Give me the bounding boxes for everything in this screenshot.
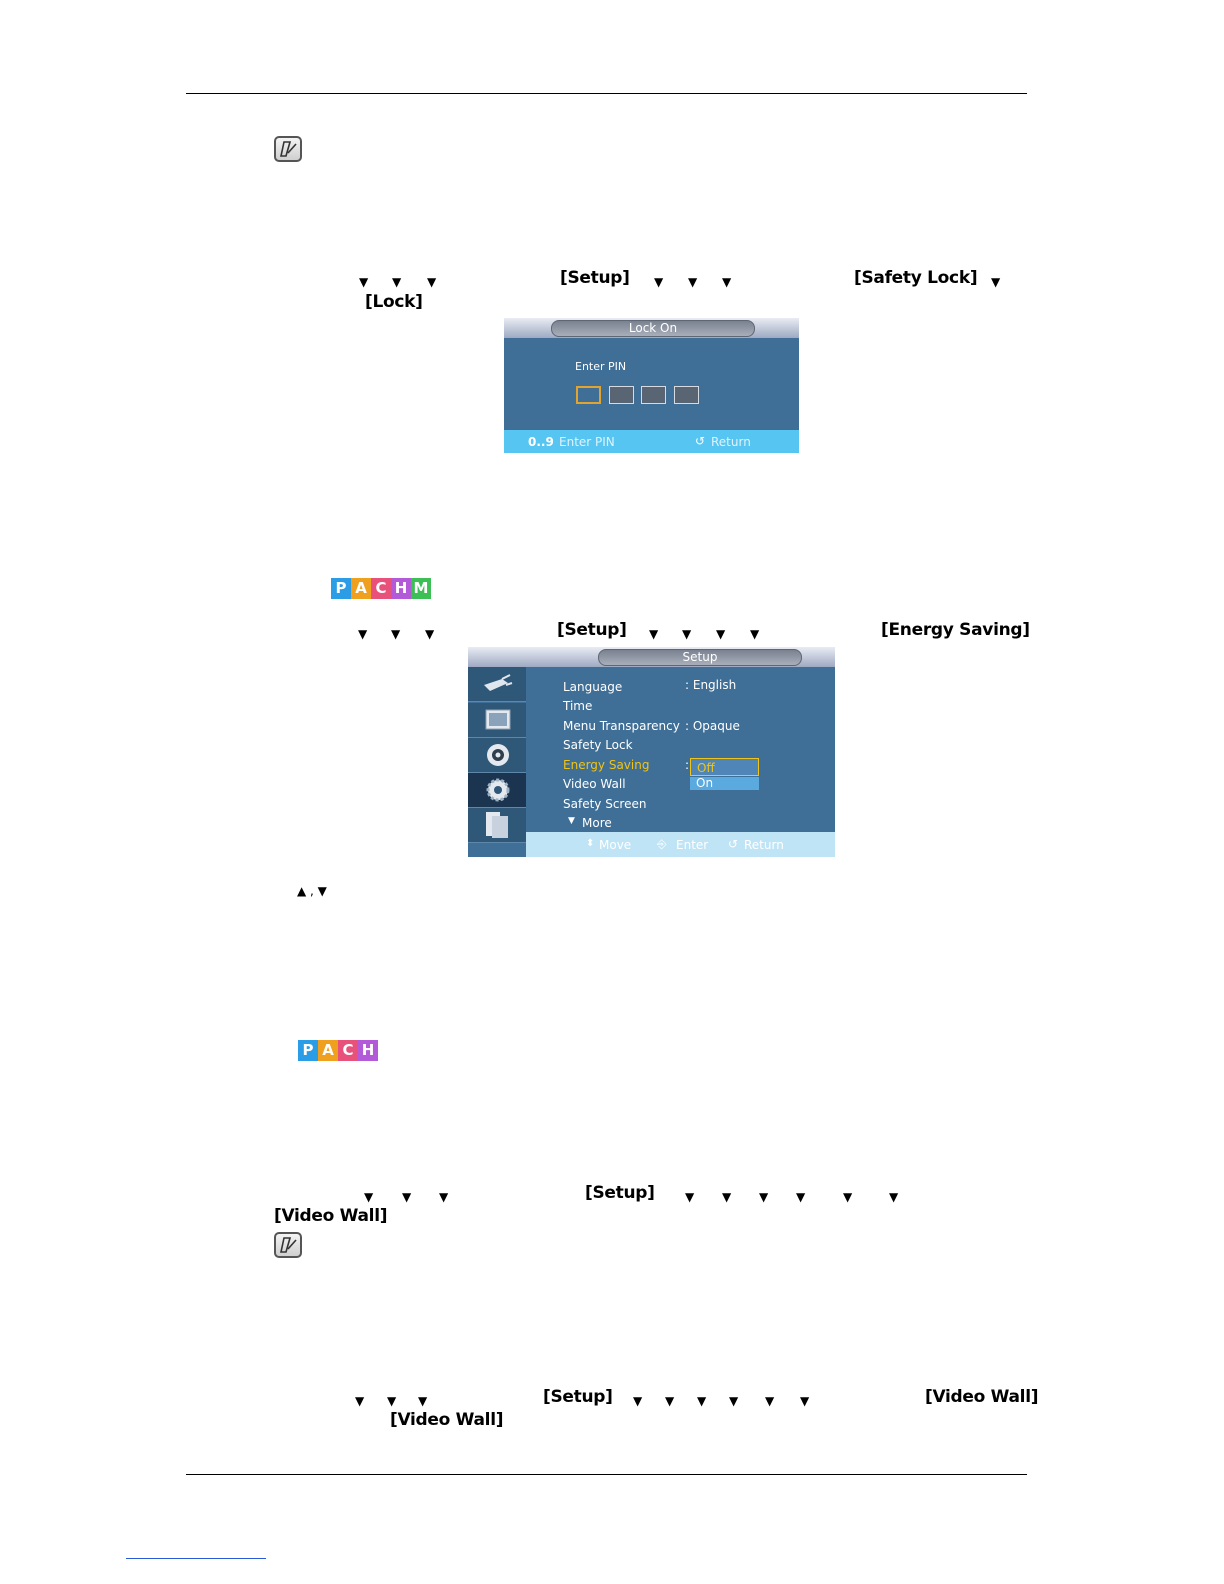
note-icon bbox=[274, 136, 302, 162]
picture-icon bbox=[468, 703, 526, 737]
footer-rule bbox=[186, 1474, 1027, 1475]
down-arrow-icon: ▼ bbox=[688, 275, 698, 289]
footer-move: Move bbox=[599, 838, 632, 852]
badge-a: A bbox=[318, 1040, 338, 1061]
down-arrow-icon: ▼ bbox=[750, 627, 760, 641]
menu-label-energy-saving: [Energy Saving] bbox=[881, 620, 1030, 640]
menu-label-setup: [Setup] bbox=[543, 1387, 613, 1407]
down-arrow-icon: ▼ bbox=[697, 1394, 707, 1408]
pin-digit-1[interactable] bbox=[576, 386, 601, 404]
down-arrow-icon: ▼ bbox=[359, 275, 369, 289]
menu-value-language: : English bbox=[685, 678, 737, 692]
menu-item-energy-saving[interactable]: Energy Saving bbox=[563, 758, 650, 772]
down-arrow-icon: ▼ bbox=[759, 1190, 769, 1204]
menu-label-setup: [Setup] bbox=[585, 1183, 655, 1203]
menu-value-transparency: : Opaque bbox=[685, 719, 740, 733]
setup-title-bar bbox=[468, 647, 835, 667]
pin-digit-4[interactable] bbox=[674, 386, 699, 404]
down-arrow-icon: ▼ bbox=[685, 1190, 695, 1204]
move-icon: ⬍ bbox=[586, 838, 595, 849]
badge-c: C bbox=[371, 578, 391, 599]
down-arrow-icon: ▼ bbox=[665, 1394, 675, 1408]
number-keys-icon: 0..9 bbox=[528, 435, 554, 449]
dialog-title: Lock On bbox=[551, 320, 755, 337]
down-arrow-icon: ▼ bbox=[439, 1190, 449, 1204]
down-arrow-icon: ▼ bbox=[716, 627, 726, 641]
footer-link-underline[interactable] bbox=[126, 1558, 266, 1559]
more-arrow-icon: ▼ bbox=[568, 816, 575, 826]
menu-item-video-wall[interactable]: Video Wall bbox=[563, 777, 626, 791]
down-arrow-icon: ▼ bbox=[722, 1190, 732, 1204]
down-arrow-icon: ▼ bbox=[991, 275, 1001, 289]
setup-menu-osd bbox=[468, 647, 835, 857]
down-arrow-icon: ▼ bbox=[418, 1394, 428, 1408]
setup-footer bbox=[526, 832, 835, 857]
menu-label-video-wall-sub: [Video Wall] bbox=[390, 1410, 504, 1430]
down-arrow-icon: ▼ bbox=[800, 1394, 810, 1408]
pin-prompt: Enter PIN bbox=[575, 360, 627, 373]
menu-label-video-wall: [Video Wall] bbox=[274, 1206, 388, 1226]
input-plug-icon bbox=[468, 667, 526, 701]
footer-enter-pin: Enter PIN bbox=[559, 435, 615, 449]
setup-title: Setup bbox=[598, 649, 802, 666]
return-icon: ↺ bbox=[695, 434, 706, 448]
menu-label-setup: [Setup] bbox=[557, 620, 627, 640]
down-arrow-icon: ▼ bbox=[649, 627, 659, 641]
down-arrow-icon: ▼ bbox=[387, 1394, 397, 1408]
enter-icon: ⎆ bbox=[657, 837, 667, 851]
down-arrow-icon: ▼ bbox=[722, 275, 732, 289]
footer-enter: Enter bbox=[676, 838, 709, 852]
menu-label-setup: [Setup] bbox=[560, 268, 630, 288]
multi-screen-icon bbox=[468, 808, 526, 842]
lock-on-dialog bbox=[504, 318, 799, 453]
badge-c: C bbox=[338, 1040, 358, 1061]
dropdown-option-off[interactable]: Off bbox=[690, 758, 759, 776]
pin-digit-3[interactable] bbox=[641, 386, 666, 404]
up-down-arrows: ▲ , ▼ bbox=[297, 884, 327, 898]
down-arrow-icon: ▼ bbox=[392, 275, 402, 289]
return-icon: ↺ bbox=[728, 837, 739, 851]
down-arrow-icon: ▼ bbox=[682, 627, 692, 641]
tab-picture[interactable] bbox=[468, 703, 526, 738]
down-arrow-icon: ▼ bbox=[364, 1190, 374, 1204]
down-arrow-icon: ▼ bbox=[355, 1394, 365, 1408]
tab-multi-control[interactable] bbox=[468, 808, 526, 843]
badge-p: P bbox=[298, 1040, 318, 1061]
gear-icon bbox=[468, 773, 526, 807]
note-icon bbox=[274, 1232, 302, 1258]
tab-input[interactable] bbox=[468, 667, 526, 702]
menu-value-energy-saving: : bbox=[685, 758, 690, 772]
menu-label-video-wall: [Video Wall] bbox=[925, 1387, 1039, 1407]
down-arrow-icon: ▼ bbox=[889, 1190, 899, 1204]
menu-item-safety-lock[interactable]: Safety Lock bbox=[563, 738, 633, 752]
badge-p: P bbox=[331, 578, 351, 599]
footer-return: Return bbox=[711, 435, 751, 449]
header-rule bbox=[186, 93, 1027, 94]
pin-digit-2[interactable] bbox=[609, 386, 634, 404]
down-arrow-icon: ▼ bbox=[425, 627, 435, 641]
mode-badge-pachm bbox=[331, 578, 431, 599]
dropdown-option-on[interactable]: On bbox=[690, 777, 759, 790]
menu-item-language[interactable]: Language bbox=[563, 680, 623, 694]
badge-h: H bbox=[358, 1040, 378, 1061]
menu-item-time[interactable]: Time bbox=[563, 699, 593, 713]
dialog-title-bar bbox=[504, 318, 799, 338]
menu-item-safety-screen[interactable]: Safety Screen bbox=[563, 797, 647, 811]
down-arrow-icon: ▼ bbox=[843, 1190, 853, 1204]
down-arrow-icon: ▼ bbox=[402, 1190, 412, 1204]
menu-item-more[interactable]: More bbox=[582, 816, 612, 830]
down-arrow-icon: ▼ bbox=[391, 627, 401, 641]
footer-return: Return bbox=[744, 838, 784, 852]
down-arrow-icon: ▼ bbox=[765, 1394, 775, 1408]
tab-sound[interactable] bbox=[468, 738, 526, 773]
badge-m: M bbox=[411, 578, 431, 599]
down-arrow-icon: ▼ bbox=[654, 275, 664, 289]
menu-item-menu-transparency[interactable]: Menu Transparency bbox=[563, 719, 680, 733]
badge-h: H bbox=[391, 578, 411, 599]
down-arrow-icon: ▼ bbox=[358, 627, 368, 641]
dialog-footer bbox=[504, 430, 799, 453]
down-arrow-icon: ▼ bbox=[633, 1394, 643, 1408]
down-arrow-icon: ▼ bbox=[729, 1394, 739, 1408]
down-arrow-icon: ▼ bbox=[796, 1190, 806, 1204]
tab-setup[interactable] bbox=[468, 773, 526, 808]
menu-label-lock: [Lock] bbox=[365, 292, 423, 312]
badge-a: A bbox=[351, 578, 371, 599]
speaker-icon bbox=[468, 738, 526, 772]
mode-badge-pach bbox=[298, 1040, 378, 1061]
menu-label-safety-lock: [Safety Lock] bbox=[854, 268, 978, 288]
down-arrow-icon: ▼ bbox=[427, 275, 437, 289]
